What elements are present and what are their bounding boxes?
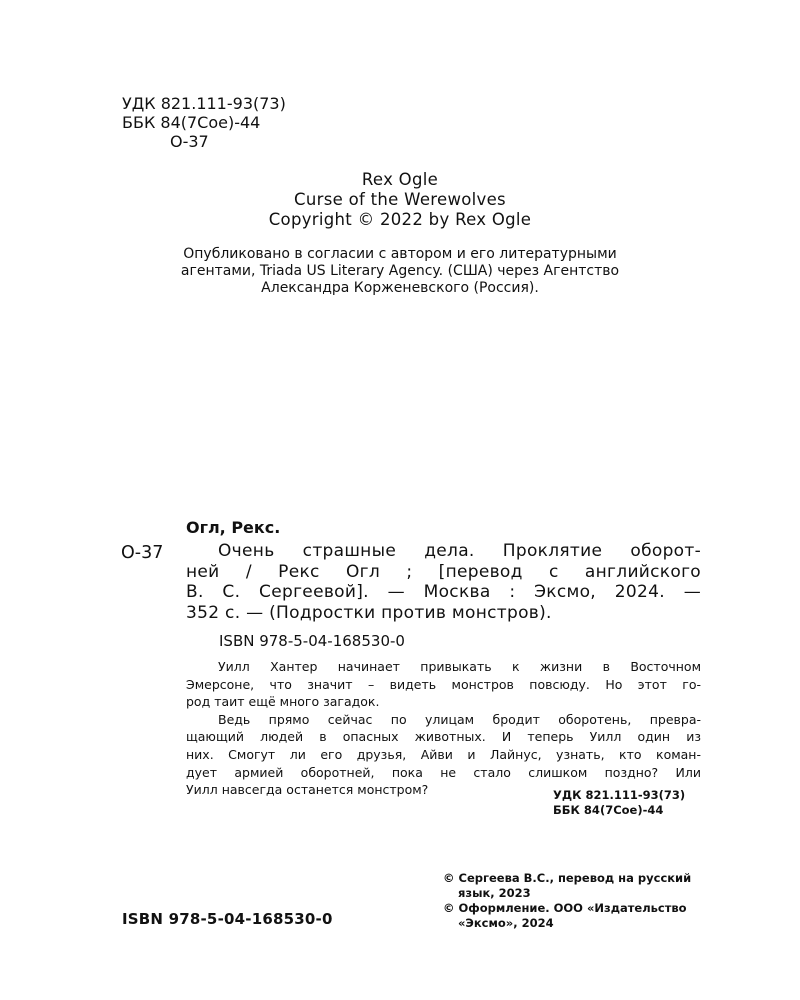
annotation-line: дует армией оборотней, пока не стало слишком поздно? Или bbox=[186, 764, 701, 780]
udk-code-small: УДК 821.111-93(73) bbox=[553, 788, 686, 802]
classification-block bbox=[122, 94, 286, 151]
annotation-line: Ведь прямо сейчас по улицам бродит оборотень, превра- bbox=[218, 711, 701, 727]
catalog-isbn: ISBN 978-5-04-168530-0 bbox=[219, 632, 405, 650]
annotation-line: Уилл навсегда останется монстром? bbox=[186, 782, 429, 798]
annotation-line: Эмерсоне, что значит – видеть монстров повсюду. Но этот го- bbox=[186, 676, 701, 692]
original-title: Curse of the Werewolves bbox=[294, 190, 506, 209]
publication-note-line: агентами, Triada US Literary Agency. (США) через Агентство bbox=[180, 263, 620, 279]
description-line: 352 с. — (Подростки против монстров). bbox=[186, 602, 552, 623]
author-mark: О-37 bbox=[170, 132, 209, 151]
original-edition-block bbox=[0, 170, 800, 230]
footer-isbn: ISBN 978-5-04-168530-0 bbox=[122, 910, 333, 928]
copyright-line: язык, 2023 bbox=[458, 886, 531, 900]
original-author: Rex Ogle bbox=[361, 170, 439, 189]
udk-code: УДК 821.111-93(73) bbox=[122, 94, 286, 113]
annotation-line: щающий людей в опасных животных. И теперь Уилл один из bbox=[186, 729, 701, 745]
copyright-block bbox=[443, 871, 713, 931]
description-line: В. С. Сергеевой]. — Москва : Эксмо, 2024. — bbox=[186, 582, 701, 602]
publication-note-line: Опубликовано в согласии с автором и его литературными bbox=[183, 246, 617, 262]
catalog-description bbox=[186, 541, 701, 623]
catalog-author-heading: Огл, Рекс. bbox=[186, 518, 281, 537]
publication-note bbox=[0, 246, 800, 297]
annotation-line: них. Смогут ли его друзья, Айви и Лайнус, узнать, кто коман- bbox=[186, 746, 701, 762]
bbk-code: ББК 84(7Сое)-44 bbox=[122, 113, 261, 132]
description-line: ней / Рекс Огл ; [перевод с английского bbox=[186, 561, 701, 582]
annotation bbox=[186, 658, 701, 799]
annotation-line: Уилл Хантер начинает привыкать к жизни в Восточном bbox=[218, 659, 701, 674]
copyright-line: © Оформление. ООО «Издательство bbox=[443, 901, 687, 915]
annotation-line: род таит ещё много загадок. bbox=[186, 694, 380, 710]
copyright-line: © Сергеева В.С., перевод на русский bbox=[443, 871, 692, 885]
catalog-author-mark: О-37 bbox=[121, 543, 164, 563]
description-line: Очень страшные дела. Проклятие оборот- bbox=[218, 541, 701, 561]
original-copyright: Copyright © 2022 by Rex Ogle bbox=[268, 210, 532, 229]
bbk-code-small: ББК 84(7Сое)-44 bbox=[553, 803, 664, 817]
copyright-line: «Эксмо», 2024 bbox=[458, 916, 554, 930]
classification-small bbox=[553, 788, 685, 818]
publication-note-line: Александра Корженевского (Россия). bbox=[261, 280, 539, 296]
